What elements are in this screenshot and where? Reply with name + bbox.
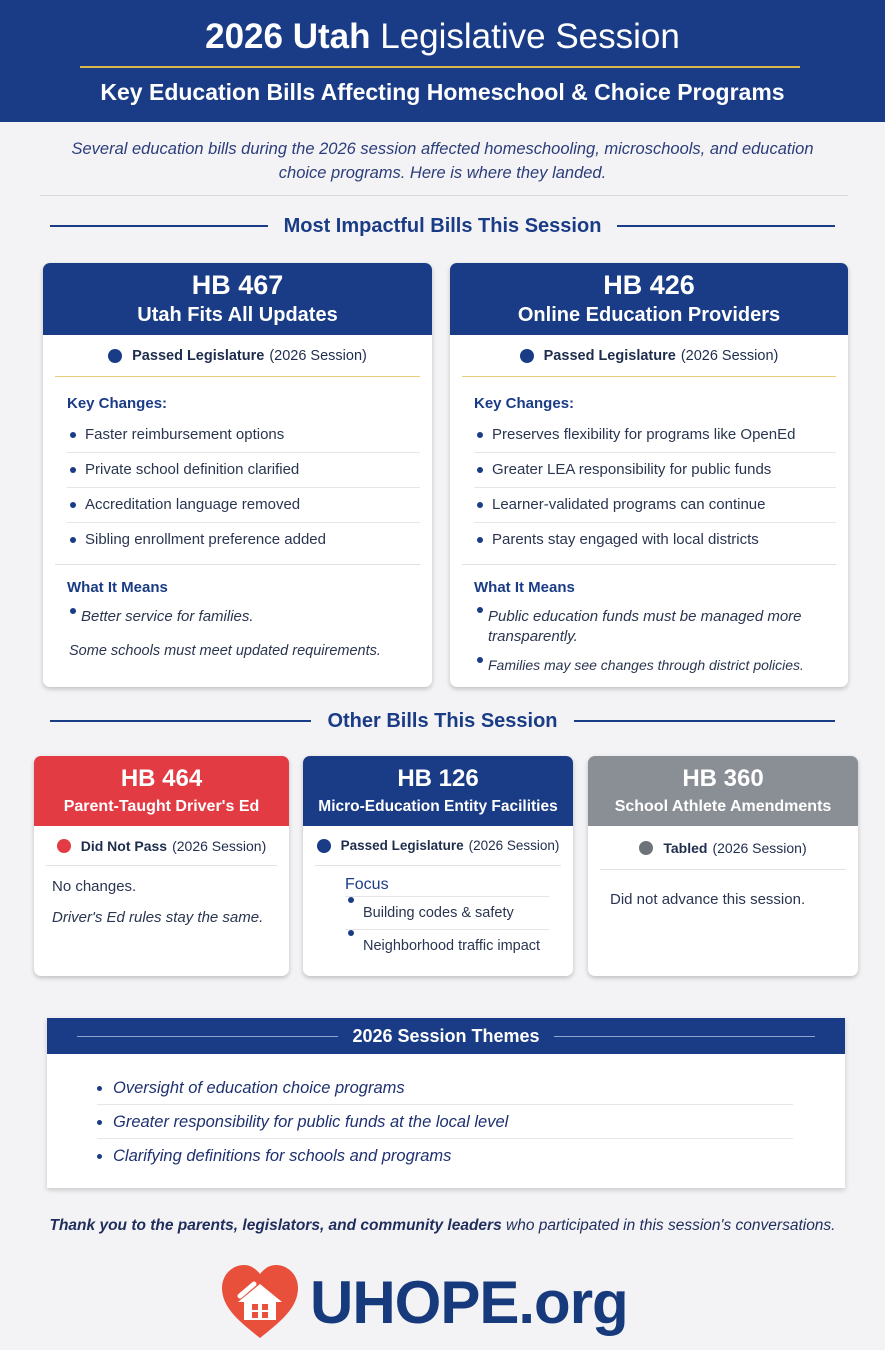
key-changes [474, 418, 836, 558]
bill-status [462, 335, 836, 377]
thanks-bold: Thank you to the parents, legislators, and community leaders [49, 1217, 502, 1234]
list-item: Greater responsibility for public funds at the local level [97, 1105, 793, 1139]
card-header [43, 263, 432, 335]
title-rest: Legislative Session [380, 17, 680, 56]
header-gold-rule [80, 66, 800, 68]
bill-number: HB 426 [603, 270, 695, 300]
key-changes [67, 418, 420, 558]
header-banner [0, 0, 885, 122]
bill-status [46, 826, 277, 866]
status-dot-icon [317, 839, 331, 853]
page-title [0, 14, 885, 60]
thanks-rest: who participated in this session's conversations. [506, 1217, 836, 1234]
divider-line [617, 225, 835, 227]
key-changes-list [474, 418, 836, 558]
themes-title: 2026 Session Themes [352, 1025, 540, 1046]
status-label: Tabled [663, 839, 708, 856]
card-header [34, 756, 289, 826]
focus-heading: Focus [345, 876, 389, 893]
bill-status [55, 335, 420, 377]
status-session: (2026 Session) [172, 837, 267, 854]
logo-wordmark: UHOPE.org [310, 1268, 628, 1336]
status-session: (2026 Session) [680, 347, 779, 364]
key-changes-heading: Key Changes: [474, 395, 575, 412]
divider-line [50, 720, 311, 722]
what-it-means-list [474, 607, 828, 647]
bill-number: HB 467 [191, 270, 284, 300]
bill-card-hb126 [303, 756, 573, 976]
status-session: (2026 Session) [712, 839, 807, 856]
status-session: (2026 Session) [468, 838, 560, 853]
themes-list [97, 1071, 793, 1173]
divider-line [554, 1036, 815, 1037]
status-label: Passed Legislature [340, 838, 464, 853]
bill-note: No changes. [52, 878, 137, 895]
divider-line [50, 225, 268, 227]
card-header [588, 756, 858, 826]
title-bold: 2026 Utah [205, 17, 371, 56]
list-item: Greater LEA responsibility for public funds [474, 453, 836, 488]
means-note: Some schools must meet updated requirements. [69, 643, 381, 659]
bill-number: HB 126 [397, 765, 479, 792]
section-separator [462, 564, 836, 565]
session-themes-box [47, 1018, 845, 1188]
list-item: Clarifying definitions for schools and programs [97, 1139, 793, 1173]
bill-card-hb464 [34, 756, 289, 976]
list-item: Preserves flexibility for programs like OpenEd [474, 418, 836, 453]
themes-header [47, 1018, 845, 1054]
bill-card-hb360 [588, 756, 858, 976]
bill-note-italic: Driver's Ed rules stay the same. [52, 909, 264, 926]
bill-note: Did not advance this session. [610, 891, 806, 908]
card-header [450, 263, 848, 335]
means-item: Better service for families. [67, 608, 432, 625]
what-it-means-list [67, 608, 432, 625]
divider-line [77, 1036, 338, 1037]
section-label: Other Bills This Session [327, 709, 558, 732]
list-item: Neighborhood traffic impact [345, 929, 549, 962]
bill-status [600, 826, 846, 870]
intro-divider [40, 195, 848, 196]
means-item: Public education funds must be managed more transparently. [474, 607, 828, 647]
status-session: (2026 Session) [269, 347, 367, 364]
key-changes-heading: Key Changes: [67, 395, 168, 412]
list-item: Faster reimbursement options [67, 418, 420, 453]
what-it-means-list-2 [474, 657, 848, 673]
list-item: Sibling enrollment preference added [67, 523, 420, 558]
status-dot-icon [520, 349, 534, 363]
status-label: Did Not Pass [80, 837, 168, 854]
list-item: Private school definition clarified [67, 453, 420, 488]
section-separator [55, 564, 420, 565]
status-label: Passed Legislature [543, 347, 676, 364]
list-item: Oversight of education choice programs [97, 1071, 793, 1105]
divider-line [574, 720, 835, 722]
bill-name: Parent-Taught Driver's Ed [63, 798, 260, 815]
intro-text: Several education bills during the 2026 session affected homeschooling, microschools, and education choice programs. Here is where they landed. [71, 140, 814, 182]
focus-list [345, 896, 549, 962]
status-label: Passed Legislature [132, 347, 265, 364]
bill-name: Online Education Providers [517, 304, 781, 326]
what-it-means-heading: What It Means [67, 579, 168, 596]
page-subtitle: Key Education Bills Affecting Homeschool & Choice Programs [100, 79, 785, 105]
list-item: Building codes & safety [345, 896, 549, 929]
bill-card-hb426 [450, 263, 848, 687]
uhope-logo[interactable] [220, 1262, 628, 1342]
bill-number: HB 360 [682, 765, 764, 792]
section-label: Most Impactful Bills This Session [283, 214, 602, 237]
status-dot-icon [639, 841, 653, 855]
what-it-means-heading: What It Means [474, 579, 575, 596]
section-title-other [50, 706, 835, 736]
status-dot-icon [57, 839, 71, 853]
list-item: Accreditation language removed [67, 488, 420, 523]
bill-name: School Athlete Amendments [614, 798, 832, 815]
card-header [303, 756, 573, 826]
thank-you-note [0, 1217, 885, 1235]
heart-house-icon [220, 1262, 300, 1342]
bill-name: Micro-Education Entity Facilities [318, 798, 558, 815]
bill-name: Utah Fits All Updates [137, 304, 338, 326]
means-item: Families may see changes through district policies. [474, 657, 848, 673]
list-item: Learner-validated programs can continue [474, 488, 836, 523]
status-dot-icon [108, 349, 122, 363]
section-title-impactful [50, 211, 835, 241]
bill-card-hb467 [43, 263, 432, 687]
bill-number: HB 464 [120, 765, 203, 792]
list-item: Parents stay engaged with local districts [474, 523, 836, 558]
key-changes-list [67, 418, 420, 558]
bill-status [315, 826, 561, 866]
